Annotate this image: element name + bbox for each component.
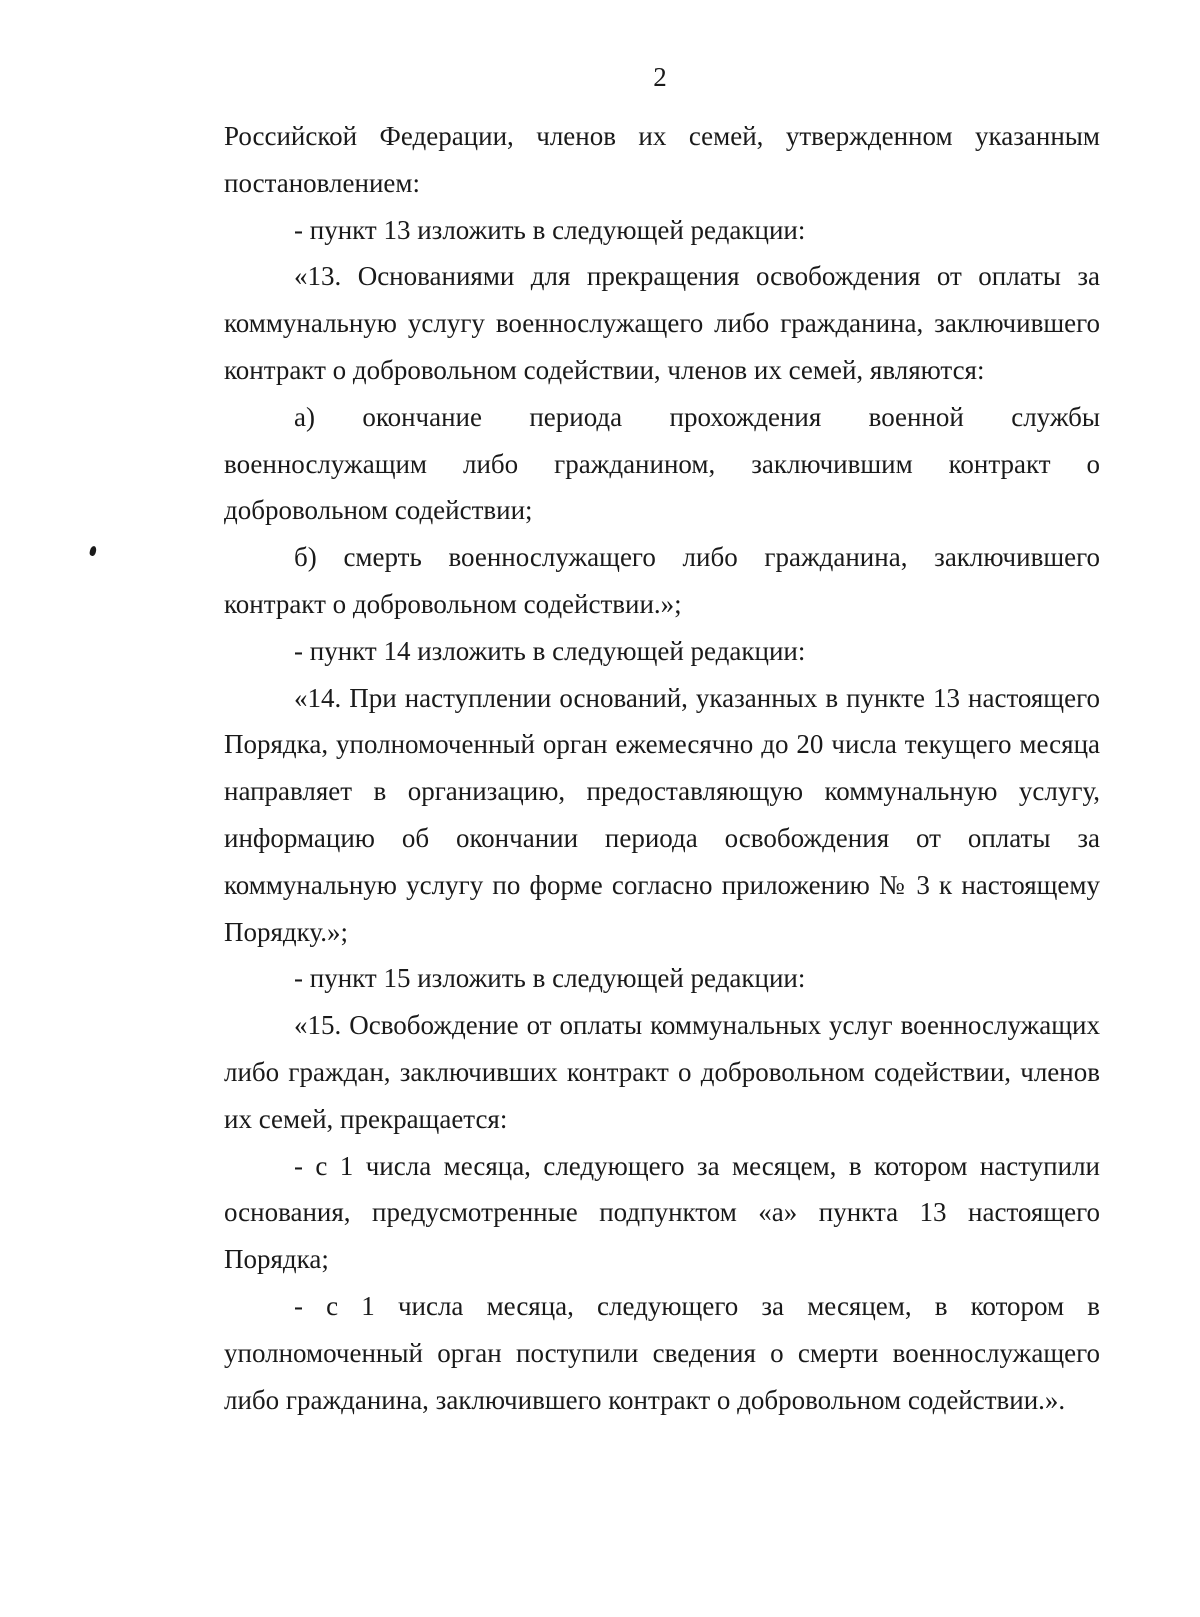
paragraph-point-15-dash-1: - с 1 числа месяца, следующего за месяцем, в котором наступили основания, предусмотренные подпунктом «а» пункта 13 настоящего Порядка;: [224, 1150, 1100, 1275]
page-number: 2: [653, 62, 667, 92]
paragraph-amend-point-15: - пункт 15 изложить в следующей редакции:: [294, 963, 806, 994]
paragraph-subpoint-b: б) смерть военнослужащего либо гражданина, заключившего контракт о добровольном содействии.»;: [224, 542, 1100, 619]
paragraph-point-13-text: «13. Основаниями для прекращения освобождения от оплаты за коммунальную услугу военнослужащего либо гражданина, заключившего контракт о добровольном содействии, членов их семей, являются:: [224, 261, 1100, 385]
margin-ink-mark: [89, 545, 97, 556]
paragraph-point-14-text: «14. При наступлении оснований, указанных в пункте 13 настоящего Порядка, уполномоченный орган ежемесячно до 20 числа текущего месяца направляет в организацию, предоставляющую коммунальную услугу, информацию об окончании периода освобождения от оплаты за коммунальную услугу по форме согласно приложению № 3 к настоящему Порядку.»;: [224, 682, 1100, 947]
paragraph-subpoint-a: а) окончание периода прохождения военной службы военнослужащим либо гражданином, заключившим контракт о добровольном содействии;: [224, 401, 1100, 526]
paragraph-continuation: Российской Федерации, членов их семей, утвержденном указанным постановлением:: [224, 121, 1100, 198]
paragraph-amend-point-13: - пункт 13 изложить в следующей редакции:: [294, 214, 806, 245]
document-body: [224, 113, 1100, 1423]
paragraph-point-15-dash-2: - с 1 числа месяца, следующего за месяцем, в котором в уполномоченный орган поступили сведения о смерти военнослужащего либо гражданина, заключившего контракт о добровольном содействии.».: [224, 1290, 1100, 1415]
paragraph-amend-point-14: - пункт 14 изложить в следующей редакции:: [294, 635, 806, 666]
paragraph-point-15-text: «15. Освобождение от оплаты коммунальных услуг военнослужащих либо граждан, заключивших контракт о добровольном содействии, членов их семей, прекращается:: [224, 1010, 1100, 1134]
